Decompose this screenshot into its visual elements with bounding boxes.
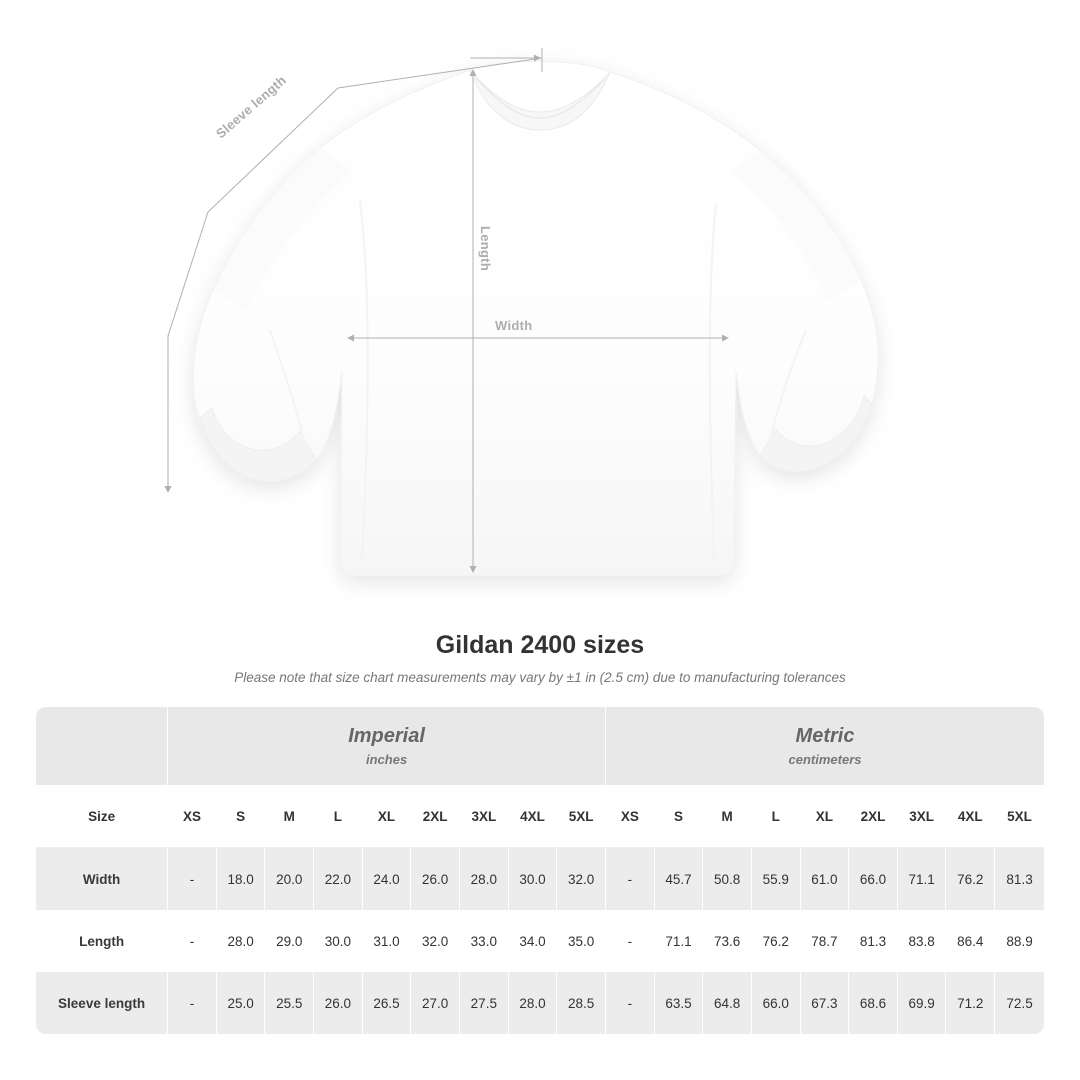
cell-sleeve-imperial-5xl: 28.5 — [557, 972, 606, 1034]
size-header-imperial-3xl: 3XL — [460, 785, 509, 848]
size-header-imperial-xs: XS — [168, 785, 217, 848]
cell-width-imperial-4xl: 30.0 — [509, 848, 558, 910]
table-row — [36, 972, 1044, 1034]
cell-length-metric-xl: 78.7 — [801, 910, 850, 972]
row-label-length: Length — [36, 910, 168, 972]
tolerance-note: Please note that size chart measurements may vary by ±1 in (2.5 cm) due to manufacturing tolerances — [234, 670, 846, 685]
length-dimension-label: Length — [478, 226, 493, 272]
cell-width-metric-2xl: 66.0 — [849, 848, 898, 910]
unit-system-spacer — [36, 707, 168, 785]
row-label-width: Width — [36, 848, 168, 910]
page-title: Gildan 2400 sizes — [435, 631, 645, 659]
cell-width-metric-s: 45.7 — [655, 848, 704, 910]
size-header-imperial-4xl: 4XL — [509, 785, 558, 848]
cell-sleeve-metric-l: 66.0 — [752, 972, 801, 1034]
cell-sleeve-imperial-l: 26.0 — [314, 972, 363, 1034]
cell-length-imperial-5xl: 35.0 — [557, 910, 606, 972]
size-header-label: Size — [36, 785, 168, 848]
cell-width-imperial-xs: - — [168, 848, 217, 910]
cell-length-metric-m: 73.6 — [703, 910, 752, 972]
cell-sleeve-metric-xl: 67.3 — [801, 972, 850, 1034]
size-header-imperial-5xl: 5XL — [557, 785, 606, 848]
size-header-imperial-xl: XL — [363, 785, 412, 848]
size-header-imperial-2xl: 2XL — [411, 785, 460, 848]
cell-width-metric-xs: - — [606, 848, 655, 910]
cell-sleeve-metric-5xl: 72.5 — [995, 972, 1044, 1034]
size-header-metric-3xl: 3XL — [898, 785, 947, 848]
cell-sleeve-metric-3xl: 69.9 — [898, 972, 947, 1034]
cell-length-imperial-2xl: 32.0 — [411, 910, 460, 972]
cell-sleeve-imperial-3xl: 27.5 — [460, 972, 509, 1034]
size-header-metric-xl: XL — [801, 785, 850, 848]
cell-width-imperial-s: 18.0 — [217, 848, 266, 910]
cell-width-imperial-m: 20.0 — [265, 848, 314, 910]
cell-width-imperial-5xl: 32.0 — [557, 848, 606, 910]
size-header-metric-4xl: 4XL — [946, 785, 995, 848]
size-header-imperial-m: M — [265, 785, 314, 848]
table-row — [36, 910, 1044, 972]
cell-width-metric-5xl: 81.3 — [995, 848, 1044, 910]
cell-length-imperial-s: 28.0 — [217, 910, 266, 972]
cell-sleeve-metric-2xl: 68.6 — [849, 972, 898, 1034]
shirt-body-shape — [193, 61, 878, 576]
cell-width-metric-xl: 61.0 — [801, 848, 850, 910]
cell-sleeve-imperial-2xl: 27.0 — [411, 972, 460, 1034]
cell-length-metric-4xl: 86.4 — [946, 910, 995, 972]
size-header-metric-m: M — [703, 785, 752, 848]
unit-system-metric-unit: centimeters — [788, 752, 862, 767]
cell-length-metric-l: 76.2 — [752, 910, 801, 972]
cell-length-metric-2xl: 81.3 — [849, 910, 898, 972]
cell-sleeve-imperial-m: 25.5 — [265, 972, 314, 1034]
table-row — [36, 848, 1044, 910]
cell-length-metric-5xl: 88.9 — [995, 910, 1044, 972]
unit-system-imperial — [168, 707, 606, 785]
cell-length-imperial-l: 30.0 — [314, 910, 363, 972]
unit-system-imperial-unit: inches — [365, 752, 408, 767]
cell-length-metric-3xl: 83.8 — [898, 910, 947, 972]
size-chart-table — [36, 707, 1044, 1034]
row-label-sleeve-length: Sleeve length — [36, 972, 168, 1034]
cell-length-imperial-m: 29.0 — [265, 910, 314, 972]
size-header-imperial-l: L — [314, 785, 363, 848]
cell-length-imperial-xl: 31.0 — [363, 910, 412, 972]
size-header-metric-xs: XS — [606, 785, 655, 848]
size-header-imperial-s: S — [217, 785, 266, 848]
width-dimension-label: Width — [495, 318, 533, 333]
unit-system-imperial-name: Imperial — [348, 725, 425, 747]
cell-sleeve-metric-4xl: 71.2 — [946, 972, 995, 1034]
cell-width-metric-4xl: 76.2 — [946, 848, 995, 910]
cell-width-metric-m: 50.8 — [703, 848, 752, 910]
cell-length-imperial-3xl: 33.0 — [460, 910, 509, 972]
cell-sleeve-metric-xs: - — [606, 972, 655, 1034]
size-header-metric-2xl: 2XL — [849, 785, 898, 848]
unit-system-metric-name: Metric — [795, 725, 855, 747]
unit-system-metric — [606, 707, 1044, 785]
cell-width-imperial-xl: 24.0 — [363, 848, 412, 910]
cell-width-imperial-2xl: 26.0 — [411, 848, 460, 910]
cell-sleeve-imperial-s: 25.0 — [217, 972, 266, 1034]
cell-length-metric-xs: - — [606, 910, 655, 972]
cell-width-metric-3xl: 71.1 — [898, 848, 947, 910]
cell-sleeve-imperial-xl: 26.5 — [363, 972, 412, 1034]
cell-length-imperial-4xl: 34.0 — [509, 910, 558, 972]
size-chart-table-wrap — [36, 707, 1044, 1034]
size-header-metric-5xl: 5XL — [995, 785, 1044, 848]
cell-sleeve-metric-m: 64.8 — [703, 972, 752, 1034]
cell-sleeve-imperial-4xl: 28.0 — [509, 972, 558, 1034]
cell-sleeve-metric-s: 63.5 — [655, 972, 704, 1034]
cell-width-imperial-l: 22.0 — [314, 848, 363, 910]
size-header-metric-l: L — [752, 785, 801, 848]
size-header-metric-s: S — [655, 785, 704, 848]
cell-width-metric-l: 55.9 — [752, 848, 801, 910]
unit-system-header-row — [36, 707, 1044, 785]
sleeve-length-dimension-label: Sleeve length — [213, 72, 290, 142]
cell-length-imperial-xs: - — [168, 910, 217, 972]
cell-length-metric-s: 71.1 — [655, 910, 704, 972]
size-header-row — [36, 785, 1044, 848]
title-block — [0, 631, 1080, 685]
cell-width-imperial-3xl: 28.0 — [460, 848, 509, 910]
cell-sleeve-imperial-xs: - — [168, 972, 217, 1034]
